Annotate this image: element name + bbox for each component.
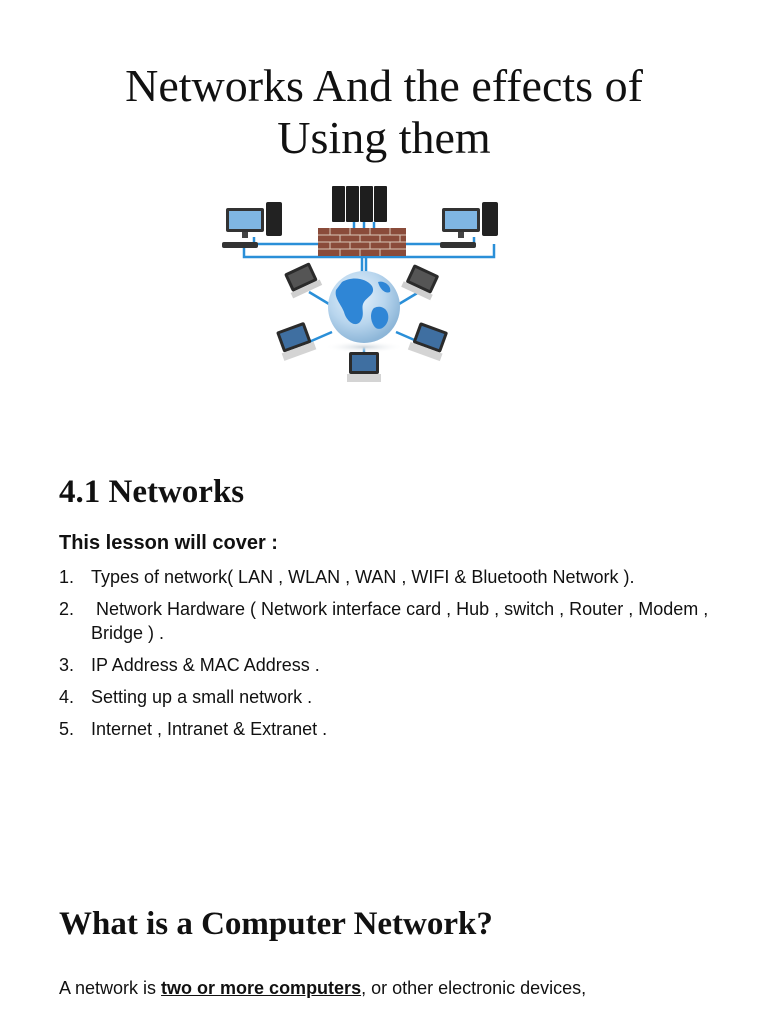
- server-rack-icon: [332, 186, 387, 222]
- lesson-topic-list: [59, 565, 739, 749]
- list-item-text: IP Address & MAC Address .: [91, 655, 320, 675]
- paragraph-text-end: , or other electronic devices,: [361, 978, 587, 998]
- title-line-1: Networks And the effects of: [125, 60, 643, 111]
- document-title: [0, 60, 768, 164]
- list-item-number: 2.: [59, 599, 75, 619]
- globe-icon: [328, 271, 400, 343]
- network-diagram-icon: [214, 182, 514, 404]
- desktop-computer-right-icon: [440, 202, 498, 248]
- list-item-text: Internet , Intranet & Extranet .: [91, 719, 328, 739]
- list-item-number: 3.: [59, 655, 75, 675]
- desktop-computer-left-icon: [222, 202, 282, 248]
- title-line-2: Using them: [277, 112, 491, 163]
- paragraph-text-start: A network is: [59, 978, 162, 998]
- list-item: [59, 653, 739, 677]
- section-heading-networks: 4.1 Networks: [59, 474, 245, 510]
- list-item-number: 1.: [59, 567, 75, 587]
- list-item-text: Setting up a small network .: [91, 687, 313, 707]
- list-item: [59, 597, 739, 645]
- list-item: [59, 685, 739, 709]
- section-heading-computer-network: What is a Computer Network?: [59, 906, 493, 942]
- emphasized-phrase: two or more computers: [161, 978, 362, 998]
- lesson-intro: This lesson will cover :: [59, 532, 278, 554]
- firewall-icon: [318, 228, 406, 256]
- definition-paragraph: [59, 978, 739, 999]
- list-item-text: Network Hardware ( Network interface card , Hub , switch , Router , Modem , Bridge ) .: [91, 599, 714, 643]
- list-item-number: 5.: [59, 719, 75, 739]
- list-item: [59, 717, 739, 741]
- list-item: [59, 565, 739, 589]
- list-item-text: Types of network( LAN , WLAN , WAN , WIFI & Bluetooth Network ).: [91, 567, 635, 587]
- list-item-number: 4.: [59, 687, 75, 707]
